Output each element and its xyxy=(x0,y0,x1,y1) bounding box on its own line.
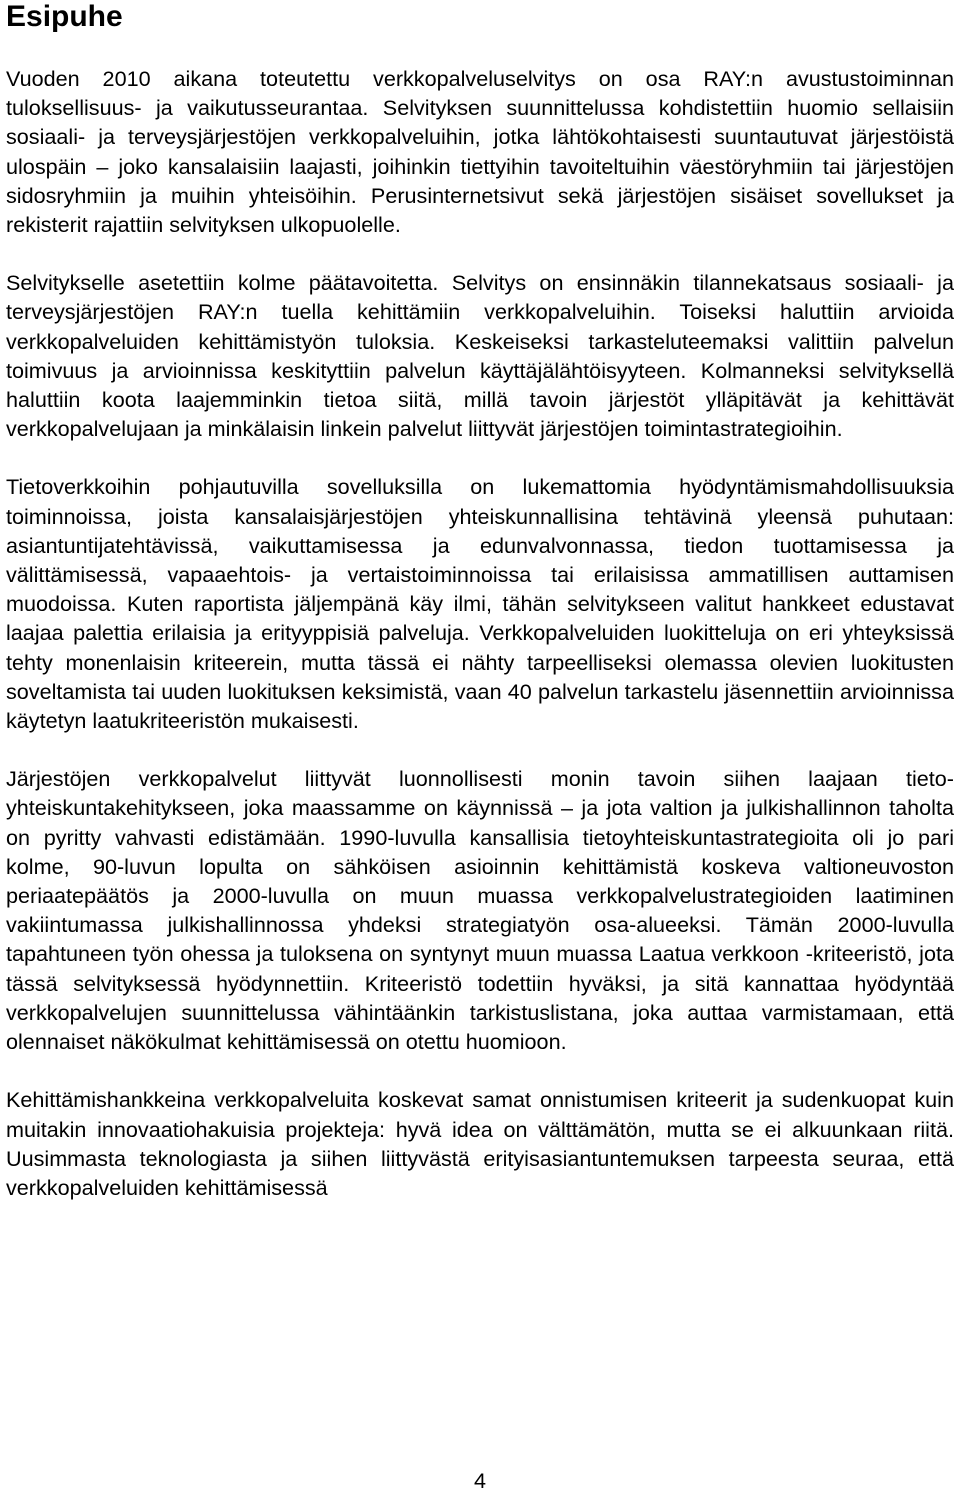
paragraph-1: Vuoden 2010 aikana toteutettu verkkopalveluselvitys on osa RAY:n avustustoiminnan tuloksellisuus- ja vaikutusseurantaa. Selvityksen suunnittelussa kohdistettiin huomio sellaisiin sosiaali- ja terveysjärjestöjen verkkopalveluihin, jotka lähtökohtaisesti suuntautuvat järjestöistä ulospäin – joko kansalaisiin laajasti, joihinkin tiettyihin tavoiteltuihin väestöryhmiin tai järjestöjen sidosryhmiin ja muihin yhteisöihin. Perusinternetsivut sekä järjestöjen sisäiset sovellukset ja rekisterit rajattiin selvityksen ulkopuolelle. xyxy=(6,66,954,238)
paragraph-3: Tietoverkkoihin pohjautuvilla sovelluksilla on lukemattomia hyödyntämismahdollisuuksia toiminnoissa, joista kansalaisjärjestöjen yhteiskunnallisina tehtävinä yleensä puhutaan: asiantuntijatehtävissä, vaikuttamisessa ja edunvalvonnassa, tiedon tuottamisessa ja välittämisessä, vapaaehtois- ja vertaistoiminnoissa tai erilaisissa ammatillisen auttamisen muodoissa. Kuten raportista jäljempänä käy ilmi, tähän selvitykseen valitut hankkeet edustavat laajaa palettia erilaisia ja erityyppisiä palveluja. Verkkopalveluiden luokitteluja on eri yhteyksissä tehty monenlaisin kriteerein, mutta tässä ei nähty tarpeelliseksi olemassa olevien luokitusten soveltamista tai uuden luokituksen keksimistä, vaan 40 palvelun tarkastelu jäsennettiin arvioinnissa käytetyn laatukriteeristön mukaisesti. xyxy=(6,474,954,734)
page-title: Esipuhe xyxy=(6,0,123,33)
document-page xyxy=(6,0,954,1202)
paragraph-2: Selvitykselle asetettiin kolme päätavoitetta. Selvitys on ensinnäkin tilannekatsaus sosiaali- ja terveysjärjestöjen RAY:n tuella kehittämiin verkkopalveluihin. Toiseksi haluttiin arvioida verkkopalveluiden kehittämistyön tuloksia. Keskeiseksi tarkasteluteemaksi valittiin palvelun toimivuus ja arvioinnissa keskityttiin palvelun käyttäjälähtöisyyteen. Kolmanneksi selvityksellä haluttiin koota laajemminkin tietoa siitä, millä tavoin järjestöt ylläpitävät ja kehittävät verkkopalvelujaan ja minkälaisin linkein palvelut liittyvät järjestöjen toimintastrategioihin. xyxy=(6,270,954,442)
page-number: 4 xyxy=(473,1468,486,1493)
paragraph-4: Järjestöjen verkkopalvelut liittyvät luonnollisesti monin tavoin siihen laajaan tietoyhteiskuntakehitykseen, joka maassamme on käynnissä – ja jota valtion ja julkishallinnon taholta on pyritty vahvasti edistämään. 1990-luvulla kansallisia tietoyhteiskuntastrategioita oli jo pari kolme, 90-luvun lopulta on sähköisen asioinnin kehittämistä koskeva valtioneuvoston periaatepäätös ja 2000-luvulla on muun muassa verkkopalvelustrategioiden laatiminen vakiintumassa julkishallinnossa yhdeksi strategiatyön osa-alueeksi. Tämän 2000-luvulla tapahtuneen työn ohessa ja tuloksena on syntynyt muun muassa Laatua verkkoon -kriteeristö, jota tässä selvityksessä hyödynnettiin. Kriteeristö todettiin hyväksi, ja sitä kannattaa hyödyntää verkkopalvelujen suunnittelussa vähintäänkin tarkistuslistana, joka auttaa varmistamaan, että olennaiset näkökulmat kehittämisessä on otettu huomioon. xyxy=(6,766,954,1055)
paragraph-5: Kehittämishankkeina verkkopalveluita koskevat samat onnistumisen kriteerit ja sudenkuopat kuin muitakin innovaatiohakuisia projekteja: hyvä idea on välttämätön, mutta se ei alkuunkaan riitä. Uusimmasta teknologiasta ja siihen liittyvästä erityisasiantuntemuksen tarpeesta seuraa, että verkkopalveluiden kehittämisessä xyxy=(6,1087,954,1200)
